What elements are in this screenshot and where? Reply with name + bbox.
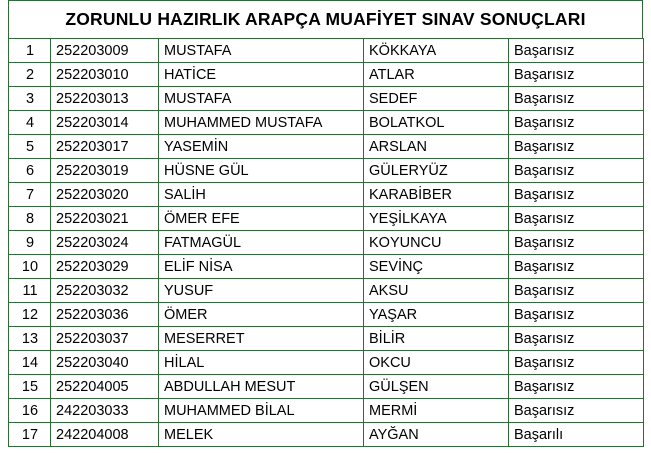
first-name-cell: ABDULLAH MESUT <box>159 375 364 399</box>
row-number-cell: 3 <box>9 87 51 111</box>
row-number-cell: 4 <box>9 111 51 135</box>
student-id-cell: 252203017 <box>51 135 159 159</box>
last-name-cell: ATLAR <box>364 63 509 87</box>
first-name-cell: MUSTAFA <box>159 87 364 111</box>
student-id-cell: 252203014 <box>51 111 159 135</box>
first-name-cell: MUHAMMED BİLAL <box>159 399 364 423</box>
row-number-cell: 9 <box>9 231 51 255</box>
table-row <box>9 207 644 231</box>
row-number-cell: 8 <box>9 207 51 231</box>
table-row <box>9 183 644 207</box>
student-id-cell: 252203009 <box>51 39 159 63</box>
student-id-cell: 252203013 <box>51 87 159 111</box>
student-id-cell: 252203020 <box>51 183 159 207</box>
last-name-cell: SEVİNÇ <box>364 255 509 279</box>
table-row <box>9 399 644 423</box>
row-number-cell: 1 <box>9 39 51 63</box>
table-row <box>9 39 644 63</box>
result-status-cell: Başarısız <box>509 111 644 135</box>
last-name-cell: MERMİ <box>364 399 509 423</box>
student-id-cell: 252203021 <box>51 207 159 231</box>
result-status-cell: Başarısız <box>509 135 644 159</box>
first-name-cell: ELİF NİSA <box>159 255 364 279</box>
row-number-cell: 10 <box>9 255 51 279</box>
table-row <box>9 87 644 111</box>
last-name-cell: YEŞİLKAYA <box>364 207 509 231</box>
student-id-cell: 242204008 <box>51 423 159 447</box>
last-name-cell: BOLATKOL <box>364 111 509 135</box>
last-name-cell: KOYUNCU <box>364 231 509 255</box>
last-name-cell: AKSU <box>364 279 509 303</box>
last-name-cell: BİLİR <box>364 327 509 351</box>
result-status-cell: Başarısız <box>509 39 644 63</box>
table-row <box>9 63 644 87</box>
result-status-cell: Başarısız <box>509 375 644 399</box>
table-row <box>9 135 644 159</box>
last-name-cell: OKCU <box>364 351 509 375</box>
table-row <box>9 231 644 255</box>
last-name-cell: ARSLAN <box>364 135 509 159</box>
last-name-cell: KARABİBER <box>364 183 509 207</box>
first-name-cell: MUSTAFA <box>159 39 364 63</box>
first-name-cell: FATMAGÜL <box>159 231 364 255</box>
student-id-cell: 252203019 <box>51 159 159 183</box>
row-number-cell: 5 <box>9 135 51 159</box>
table-row <box>9 159 644 183</box>
row-number-cell: 13 <box>9 327 51 351</box>
results-table-body <box>9 39 644 447</box>
student-id-cell: 252203024 <box>51 231 159 255</box>
first-name-cell: HİLAL <box>159 351 364 375</box>
row-number-cell: 17 <box>9 423 51 447</box>
result-status-cell: Başarısız <box>509 279 644 303</box>
last-name-cell: AYĞAN <box>364 423 509 447</box>
table-row <box>9 255 644 279</box>
student-id-cell: 252203037 <box>51 327 159 351</box>
table-row <box>9 327 644 351</box>
table-row <box>9 279 644 303</box>
result-status-cell: Başarısız <box>509 255 644 279</box>
first-name-cell: ÖMER <box>159 303 364 327</box>
result-status-cell: Başarılı <box>509 423 644 447</box>
table-row <box>9 423 644 447</box>
student-id-cell: 252203010 <box>51 63 159 87</box>
row-number-cell: 6 <box>9 159 51 183</box>
table-row <box>9 111 644 135</box>
last-name-cell: GÜLERYÜZ <box>364 159 509 183</box>
first-name-cell: YASEMİN <box>159 135 364 159</box>
table-row <box>9 375 644 399</box>
result-status-cell: Başarısız <box>509 303 644 327</box>
document-title-row <box>8 0 643 38</box>
result-status-cell: Başarısız <box>509 159 644 183</box>
row-number-cell: 16 <box>9 399 51 423</box>
result-status-cell: Başarısız <box>509 87 644 111</box>
last-name-cell: SEDEF <box>364 87 509 111</box>
results-table <box>8 38 644 447</box>
student-id-cell: 252203032 <box>51 279 159 303</box>
result-status-cell: Başarısız <box>509 399 644 423</box>
student-id-cell: 252203036 <box>51 303 159 327</box>
result-status-cell: Başarısız <box>509 351 644 375</box>
student-id-cell: 252204005 <box>51 375 159 399</box>
table-row <box>9 351 644 375</box>
first-name-cell: HATİCE <box>159 63 364 87</box>
page-title: ZORUNLU HAZIRLIK ARAPÇA MUAFİYET SINAV SONUÇLARI <box>65 9 586 29</box>
last-name-cell: YAŞAR <box>364 303 509 327</box>
result-status-cell: Başarısız <box>509 207 644 231</box>
row-number-cell: 15 <box>9 375 51 399</box>
row-number-cell: 12 <box>9 303 51 327</box>
table-row <box>9 303 644 327</box>
first-name-cell: MELEK <box>159 423 364 447</box>
row-number-cell: 7 <box>9 183 51 207</box>
row-number-cell: 11 <box>9 279 51 303</box>
result-status-cell: Başarısız <box>509 63 644 87</box>
first-name-cell: SALİH <box>159 183 364 207</box>
result-status-cell: Başarısız <box>509 327 644 351</box>
first-name-cell: HÜSNE GÜL <box>159 159 364 183</box>
student-id-cell: 242203033 <box>51 399 159 423</box>
row-number-cell: 2 <box>9 63 51 87</box>
result-status-cell: Başarısız <box>509 183 644 207</box>
last-name-cell: GÜLŞEN <box>364 375 509 399</box>
first-name-cell: MUHAMMED MUSTAFA <box>159 111 364 135</box>
first-name-cell: MESERRET <box>159 327 364 351</box>
result-status-cell: Başarısız <box>509 231 644 255</box>
first-name-cell: ÖMER EFE <box>159 207 364 231</box>
last-name-cell: KÖKKAYA <box>364 39 509 63</box>
student-id-cell: 252203029 <box>51 255 159 279</box>
row-number-cell: 14 <box>9 351 51 375</box>
first-name-cell: YUSUF <box>159 279 364 303</box>
student-id-cell: 252203040 <box>51 351 159 375</box>
